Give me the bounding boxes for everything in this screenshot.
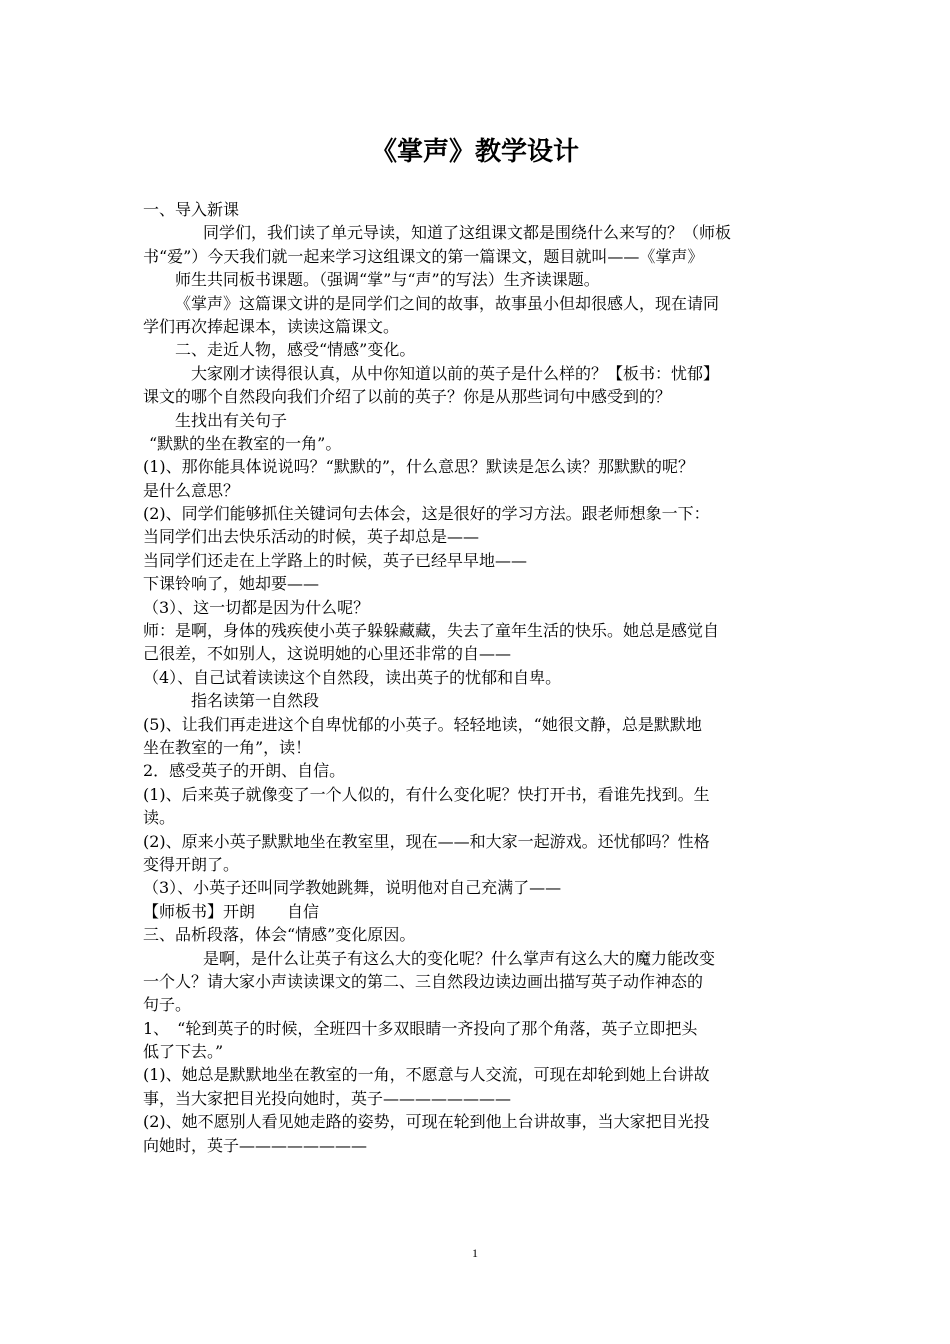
- text-line: “默默的坐在教室的一角”。: [149, 433, 342, 453]
- text-line: 己很差，不如别人，这说明她的心里还非常的自——: [143, 644, 512, 664]
- text-line: 当同学们出去快乐活动的时候，英子却总是——: [143, 527, 480, 547]
- text-line: 指名读第一自然段: [191, 691, 320, 711]
- text-line: 低了下去。”: [143, 1042, 224, 1062]
- text-line: （4）、自己试着读读这个自然段，读出英子的忧郁和自卑。: [143, 667, 562, 687]
- page-number: 1: [472, 1246, 478, 1260]
- text-line: (1)、那你能具体说说吗？“默默的”，什么意思？默读是怎么读？那默默的呢？: [143, 457, 695, 477]
- text-line: 学们再次捧起课本，读读这篇课文。: [143, 316, 400, 336]
- text-line: 事，当大家把目光投向她时，英子————————: [143, 1088, 512, 1108]
- text-line: (5)、让我们再走进这个自卑忧郁的小英子。轻轻地读，“她很文静，总是默默地: [143, 714, 702, 734]
- text-line: (2)、她不愿别人看见她走路的姿势，可现在轮到他上台讲故事，当大家把目光投: [143, 1112, 710, 1132]
- text-line: （3）、这一切都是因为什么呢？: [143, 597, 370, 617]
- text-line: 生找出有关句子: [175, 410, 288, 430]
- text-line: 句子。: [143, 995, 192, 1015]
- text-line: （3）、小英子还叫同学教她跳舞，说明他对自己充满了——: [143, 878, 562, 898]
- text-line: 是啊，是什么让英子有这么大的变化呢？什么掌声有这么大的魔力能改变: [203, 948, 716, 968]
- text-line: (2)、同学们能够抓住关键词句去体会，这是很好的学习方法。跟老师想象一下：: [143, 504, 710, 524]
- text-line: 同学们，我们读了单元导读，知道了这组课文都是围绕什么来写的？（师板: [203, 223, 732, 243]
- text-line: 变得开朗了。: [143, 854, 240, 874]
- text-line: 书“爱”）今天我们就一起来学习这组课文的第一篇课文，题目就叫——《掌声》: [143, 246, 704, 266]
- text-line: 师：是啊，身体的残疾使小英子躲躲藏藏，失去了童年生活的快乐。她总是感觉自: [143, 621, 720, 641]
- text-line: 是什么意思？: [143, 480, 240, 500]
- text-line: 【师板书】开朗 自信: [143, 901, 320, 921]
- text-line: 一个人？请大家小声读读课文的第二、三自然段边读边画出描写英子动作神态的: [143, 971, 704, 991]
- text-line: 向她时，英子————————: [143, 1135, 368, 1155]
- document-title: 《掌声》教学设计: [370, 137, 579, 167]
- text-line: 师生共同板书课题。（强调“掌”与“声”的写法）生齐读课题。: [175, 270, 600, 290]
- text-line: 2．感受英子的开朗、自信。: [143, 761, 346, 781]
- text-line: 《掌声》这篇课文讲的是同学们之间的故事，故事虽小但却很感人，现在请同: [175, 293, 720, 313]
- document-body: [143, 198, 811, 1157]
- text-line: 下课铃响了，她却要——: [143, 574, 320, 594]
- text-line: 三、品析段落，体会“情感”变化原因。: [143, 925, 416, 945]
- text-line: 读。: [143, 808, 176, 828]
- text-line: (1)、后来英子就像变了一个人似的，有什么变化呢？快打开书，看谁先找到。生: [143, 784, 710, 804]
- text-line: 课文的哪个自然段向我们介绍了以前的英子？你是从那些词句中感受到的？: [143, 387, 672, 407]
- text-line: 大家刚才读得很认真，从中你知道以前的英子是什么样的？【板书：忧郁】: [191, 363, 720, 383]
- text-line: 二、走近人物，感受“情感”变化。: [175, 340, 416, 360]
- text-line: 当同学们还走在上学路上的时候，英子已经早早地——: [143, 550, 528, 570]
- text-line: 1、 “轮到英子的时候，全班四十多双眼睛一齐投向了那个角落，英子立即把头: [143, 1018, 698, 1038]
- text-line: (2)、原来小英子默默地坐在教室里，现在——和大家一起游戏。还忧郁吗？性格: [143, 831, 710, 851]
- text-line: (1)、她总是默默地坐在教室的一角，不愿意与人交流，可现在却轮到她上台讲故: [143, 1065, 710, 1085]
- text-line: 坐在教室的一角”，读！: [143, 737, 312, 757]
- text-line: 一、导入新课: [143, 200, 240, 219]
